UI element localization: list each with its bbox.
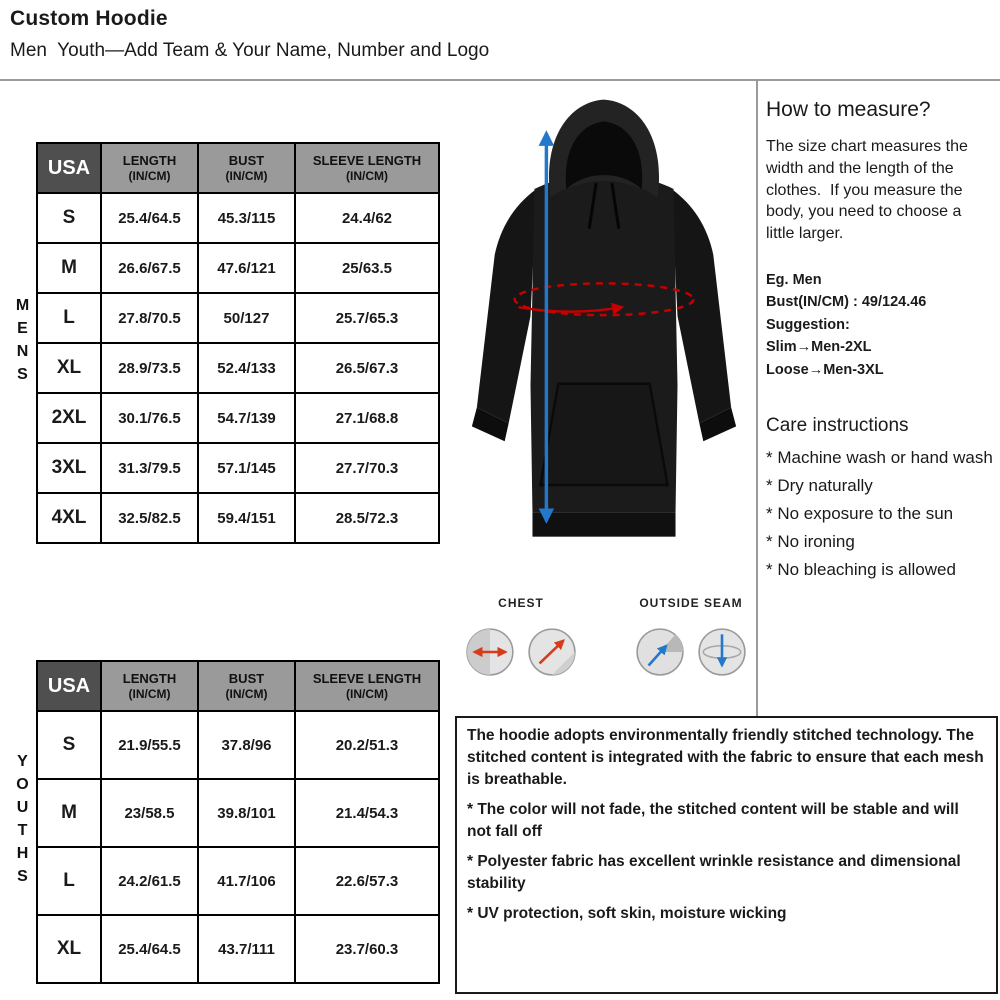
length-cell: 21.9/55.5 — [101, 711, 198, 779]
sleeve-header-label: SLEEVE LENGTH — [312, 153, 422, 168]
mens-size-table — [36, 142, 440, 544]
chest-around-icon — [526, 626, 578, 678]
sleeve-cell: 20.2/51.3 — [295, 711, 439, 779]
length-header-label: LENGTH — [122, 671, 177, 686]
length-cell: 27.8/70.5 — [101, 293, 198, 343]
size-label-cell: XL — [37, 915, 101, 983]
bust-header-cell — [198, 661, 295, 711]
sleeve-header-cell — [295, 661, 439, 711]
chest-width-icon — [464, 626, 516, 678]
length-cell: 23/58.5 — [101, 779, 198, 847]
size-label-cell: 2XL — [37, 393, 101, 443]
care-item: * No exposure to the sun — [766, 504, 954, 524]
care-item: * No bleaching is allowed — [766, 560, 956, 580]
bust-header-label: BUST — [228, 671, 265, 686]
length-cell: 25.4/64.5 — [101, 915, 198, 983]
size-label-cell: L — [37, 293, 101, 343]
care-item: * Dry naturally — [766, 476, 873, 496]
top-divider — [0, 79, 1000, 81]
bust-cell: 52.4/133 — [198, 343, 295, 393]
chest-icons — [464, 626, 578, 678]
size-label-cell: L — [37, 847, 101, 915]
length-header-unit: (IN/CM) — [128, 686, 171, 701]
sleeve-header-cell — [295, 143, 439, 193]
vertical-divider — [756, 80, 758, 717]
feature-item: * The color will not fade, the stitched content will be stable and will not fall off — [467, 801, 959, 840]
bust-cell: 37.8/96 — [198, 711, 295, 779]
bust-cell: 57.1/145 — [198, 443, 295, 493]
feature-item: * Polyester fabric has excellent wrinkle resistance and dimensional stability — [467, 853, 961, 892]
sleeve-cell: 25/63.5 — [295, 243, 439, 293]
hoodie-product-image — [455, 86, 753, 591]
table-header-row — [37, 661, 439, 711]
bust-header-cell — [198, 143, 295, 193]
care-instructions-list — [766, 447, 994, 581]
bust-cell: 43.7/111 — [198, 915, 295, 983]
size-label-cell: 4XL — [37, 493, 101, 543]
size-label-cell: S — [37, 193, 101, 243]
length-header-cell — [101, 143, 198, 193]
youths-group-label: YOUTHS — [14, 753, 31, 891]
length-cell: 28.9/73.5 — [101, 343, 198, 393]
feature-item: * UV protection, soft skin, moisture wicking — [467, 905, 787, 922]
table-row — [37, 293, 439, 343]
bust-cell: 47.6/121 — [198, 243, 295, 293]
sleeve-cell: 25.7/65.3 — [295, 293, 439, 343]
features-intro: The hoodie adopts environmentally friendly stitched technology. The stitched content is integrated with the fabric to ensure that each mesh is breathable. — [467, 727, 984, 788]
sleeve-cell: 27.1/68.8 — [295, 393, 439, 443]
care-instructions-heading: Care instructions — [766, 415, 909, 437]
bust-cell: 45.3/115 — [198, 193, 295, 243]
mens-group-label: MENS — [14, 297, 31, 389]
length-header-label: LENGTH — [122, 153, 177, 168]
length-cell: 25.4/64.5 — [101, 193, 198, 243]
bust-cell: 39.8/101 — [198, 779, 295, 847]
length-cell: 24.2/61.5 — [101, 847, 198, 915]
length-cell: 32.5/82.5 — [101, 493, 198, 543]
suggestion-label: Suggestion: — [766, 316, 850, 333]
sleeve-header-unit: (IN/CM) — [346, 168, 388, 183]
page-title: Custom Hoodie — [10, 7, 168, 30]
table-row — [37, 779, 439, 847]
example-bust: Bust(IN/CM) : 49/124.46 — [766, 294, 927, 311]
page-subtitle: Men Youth—Add Team & Your Name, Number and Logo — [10, 40, 490, 61]
sizing-example — [766, 269, 994, 381]
bust-cell: 50/127 — [198, 293, 295, 343]
size-label-cell: 3XL — [37, 443, 101, 493]
table-row — [37, 711, 439, 779]
table-header-row — [37, 143, 439, 193]
bust-header-unit: (IN/CM) — [225, 686, 268, 701]
sleeve-cell: 21.4/54.3 — [295, 779, 439, 847]
outside-seam-label: OUTSIDE SEAM — [639, 596, 743, 610]
table-row — [37, 493, 439, 543]
how-to-measure-body: The size chart measures the width and the length of the clothes. If you measure the body, you need to choose a little larger. — [766, 138, 973, 242]
seam-fold-icon — [634, 626, 686, 678]
outside-seam-measure-group — [634, 596, 748, 678]
example-heading: Eg. Men — [766, 271, 822, 288]
chest-label: CHEST — [498, 596, 544, 610]
size-label-cell: M — [37, 779, 101, 847]
care-item: * Machine wash or hand wash — [766, 448, 993, 468]
table-row — [37, 393, 439, 443]
sleeve-cell: 22.6/57.3 — [295, 847, 439, 915]
sleeve-header-label: SLEEVE LENGTH — [312, 671, 422, 686]
youths-size-table — [36, 660, 440, 984]
sleeve-cell: 24.4/62 — [295, 193, 439, 243]
table-row — [37, 243, 439, 293]
hoodie-illustration — [455, 86, 753, 591]
suggestion-loose: Loose→Men-3XL — [766, 361, 884, 378]
table-row — [37, 847, 439, 915]
size-label-cell: M — [37, 243, 101, 293]
how-to-measure-panel — [766, 98, 994, 588]
bust-header-label: BUST — [228, 153, 265, 168]
seam-length-icon — [696, 626, 748, 678]
table-row — [37, 343, 439, 393]
fabric-features-box — [455, 716, 998, 994]
sleeve-header-unit: (IN/CM) — [346, 686, 388, 701]
size-label-cell: S — [37, 711, 101, 779]
care-item: * No ironing — [766, 532, 855, 552]
youths-size-table-section — [8, 660, 438, 984]
measurement-legend — [458, 596, 754, 678]
bust-cell: 41.7/106 — [198, 847, 295, 915]
outside-seam-icons — [634, 626, 748, 678]
bust-cell: 59.4/151 — [198, 493, 295, 543]
sleeve-cell: 23.7/60.3 — [295, 915, 439, 983]
usa-header-cell: USA — [37, 661, 101, 711]
suggestion-slim: Slim→Men-2XL — [766, 339, 872, 356]
table-row — [37, 193, 439, 243]
length-header-cell — [101, 661, 198, 711]
mens-size-table-section — [8, 142, 438, 544]
sleeve-cell: 27.7/70.3 — [295, 443, 439, 493]
usa-header-cell: USA — [37, 143, 101, 193]
table-row — [37, 443, 439, 493]
sleeve-cell: 28.5/72.3 — [295, 493, 439, 543]
how-to-measure-heading: How to measure? — [766, 98, 931, 121]
chest-measure-group — [464, 596, 578, 678]
table-row — [37, 915, 439, 983]
bust-header-unit: (IN/CM) — [225, 168, 268, 183]
sleeve-cell: 26.5/67.3 — [295, 343, 439, 393]
length-cell: 31.3/79.5 — [101, 443, 198, 493]
bust-cell: 54.7/139 — [198, 393, 295, 443]
length-cell: 30.1/76.5 — [101, 393, 198, 443]
length-header-unit: (IN/CM) — [128, 168, 171, 183]
size-label-cell: XL — [37, 343, 101, 393]
length-cell: 26.6/67.5 — [101, 243, 198, 293]
